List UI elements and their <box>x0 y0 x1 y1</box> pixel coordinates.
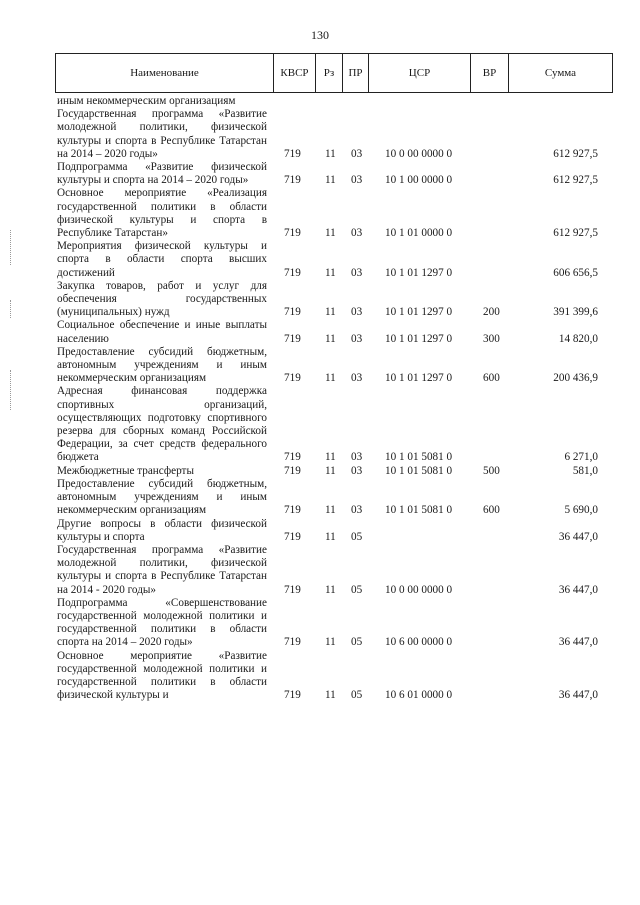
table-row <box>0 544 640 597</box>
row-name: Другие вопросы в области физической культуры и спорта <box>57 517 267 543</box>
row-pr: 05 <box>351 530 363 543</box>
row-kvsr: 719 <box>284 583 301 596</box>
row-sum: 581,0 <box>572 464 598 477</box>
row-rz: 11 <box>325 636 336 649</box>
table-row <box>0 385 640 464</box>
row-kvsr: 719 <box>284 147 301 160</box>
row-name: Основное мероприятие «Развитие государственной молодежной политики и государственной политики в области физической культуры и <box>57 649 267 702</box>
header-sum: Сумма <box>544 67 577 79</box>
row-name: Межбюджетные трансферты <box>57 464 194 477</box>
row-rz: 11 <box>325 583 336 596</box>
row-pr: 03 <box>351 464 363 477</box>
row-csr: 10 1 01 5081 0 <box>385 451 453 464</box>
scan-margin-mark <box>10 370 12 410</box>
row-sum: 36 447,0 <box>558 583 598 596</box>
row-name: Основное мероприятие «Реализация государственной политики в области физической культуры и спорта в Республике Татарстан» <box>57 187 267 240</box>
row-pr: 03 <box>351 266 363 279</box>
row-sum: 606 656,5 <box>553 266 598 279</box>
row-rz: 11 <box>325 306 336 319</box>
row-pr: 03 <box>351 372 363 385</box>
row-vr: 300 <box>483 332 500 345</box>
table-row <box>0 240 640 280</box>
table-row <box>0 280 640 320</box>
row-csr: 10 0 00 0000 0 <box>385 583 453 596</box>
row-sum: 14 820,0 <box>558 332 598 345</box>
row-name: иным некоммерческим организациям <box>57 95 236 107</box>
row-name: Закупка товаров, работ и услуг для обеспечения государственных (муниципальных) нужд <box>57 279 267 319</box>
row-csr: 10 1 01 0000 0 <box>385 227 453 240</box>
row-csr: 10 1 00 0000 0 <box>385 174 453 187</box>
row-csr: 10 1 01 1297 0 <box>385 332 453 345</box>
row-pr: 05 <box>351 689 363 702</box>
row-name: Подпрограмма «Развитие физической культуры и спорта на 2014 – 2020 годы» <box>57 161 267 187</box>
row-pr: 05 <box>351 636 363 649</box>
row-csr: 10 1 01 5081 0 <box>385 504 453 517</box>
row-name: Мероприятия физической культуры и спорта в области спорта высших достижений <box>57 240 267 279</box>
row-name: Государственная программа «Развитие молодежной политики, физической культуры и спорта в Республике Татарстан на 2014 - 2020 годы» <box>57 543 267 596</box>
row-csr: 10 0 00 0000 0 <box>385 147 453 160</box>
row-rz: 11 <box>325 174 336 187</box>
row-kvsr: 719 <box>284 266 301 279</box>
row-sum: 391 399,6 <box>553 306 598 319</box>
row-pr: 03 <box>351 147 363 160</box>
row-rz: 11 <box>325 332 336 345</box>
row-sum: 36 447,0 <box>558 636 598 649</box>
row-name: Предоставление субсидий бюджетным, автономным учреждениям и иным некоммерческим организациям <box>57 345 267 385</box>
row-kvsr: 719 <box>284 332 301 345</box>
scan-margin-mark <box>10 300 12 318</box>
row-rz: 11 <box>325 266 336 279</box>
table-row <box>0 478 640 518</box>
row-kvsr: 719 <box>284 464 301 477</box>
row-sum: 36 447,0 <box>558 689 598 702</box>
row-pr: 03 <box>351 227 363 240</box>
row-kvsr: 719 <box>284 689 301 702</box>
row-rz: 11 <box>325 451 336 464</box>
page-number: 130 <box>311 28 329 42</box>
header-pr: ПР <box>343 54 369 92</box>
row-name: Предоставление субсидий бюджетным, автономным учреждениям и иным некоммерческим организациям <box>57 477 267 517</box>
row-csr: 10 6 00 0000 0 <box>385 636 453 649</box>
row-kvsr: 719 <box>284 174 301 187</box>
table-row <box>0 597 640 650</box>
row-sum: 5 690,0 <box>564 504 598 517</box>
row-csr: 10 1 01 1297 0 <box>385 266 453 279</box>
row-sum: 200 436,9 <box>553 372 598 385</box>
header-vr: ВР <box>471 54 509 92</box>
table-row <box>0 319 640 345</box>
row-rz: 11 <box>325 227 336 240</box>
row-pr: 03 <box>351 306 363 319</box>
scan-margin-mark <box>10 230 12 265</box>
table-row <box>0 161 640 187</box>
row-vr: 600 <box>483 372 500 385</box>
row-sum: 612 927,5 <box>553 147 598 160</box>
row-kvsr: 719 <box>284 227 301 240</box>
row-kvsr: 719 <box>284 530 301 543</box>
row-kvsr: 719 <box>284 636 301 649</box>
row-rz: 11 <box>325 464 336 477</box>
row-sum: 612 927,5 <box>553 174 598 187</box>
row-vr: 600 <box>483 504 500 517</box>
row-pr: 05 <box>351 583 363 596</box>
row-name: Подпрограмма «Совершенствование государственной молодежной политики и государственной политики в области спорта на 2014 – 2020 годы» <box>57 596 267 649</box>
row-rz: 11 <box>325 147 336 160</box>
table-row <box>0 346 640 386</box>
row-kvsr: 719 <box>284 372 301 385</box>
row-pr: 03 <box>351 332 363 345</box>
row-sum: 612 927,5 <box>553 227 598 240</box>
row-name: Адресная финансовая поддержка спортивных организаций, осуществляющих подготовку спортивного резерва для сборных команд Российской Федерации, за счет средств федерального бюджета <box>57 385 267 464</box>
header-kvsr: КВСР <box>274 54 316 92</box>
row-kvsr: 719 <box>284 451 301 464</box>
row-name: Государственная программа «Развитие молодежной политики, физической культуры и спорта в Республике Татарстан на 2014 – 2020 годы» <box>57 108 267 160</box>
row-vr: 500 <box>483 464 500 477</box>
row-csr: 10 6 01 0000 0 <box>385 689 453 702</box>
table-header <box>55 53 613 93</box>
row-pr: 03 <box>351 504 363 517</box>
header-name: Наименование <box>56 54 274 92</box>
table-row <box>0 465 640 478</box>
table-row <box>0 187 640 240</box>
row-pr: 03 <box>351 451 363 464</box>
row-rz: 11 <box>325 372 336 385</box>
row-rz: 11 <box>325 504 336 517</box>
table-row <box>0 650 640 703</box>
row-csr: 10 1 01 5081 0 <box>385 464 453 477</box>
row-csr: 10 1 01 1297 0 <box>385 372 453 385</box>
table-row <box>0 108 640 161</box>
header-csr: ЦСР <box>369 54 471 92</box>
table-body <box>0 95 640 702</box>
row-csr: 10 1 01 1297 0 <box>385 306 453 319</box>
header-rz: Рз <box>316 54 343 92</box>
row-sum: 36 447,0 <box>558 530 598 543</box>
row-rz: 11 <box>325 530 336 543</box>
row-name: Социальное обеспечение и иные выплаты населению <box>57 319 267 345</box>
row-vr: 200 <box>483 306 500 319</box>
row-rz: 11 <box>325 689 336 702</box>
table-row <box>0 95 640 108</box>
row-sum: 6 271,0 <box>564 451 598 464</box>
table-row <box>0 518 640 544</box>
row-kvsr: 719 <box>284 504 301 517</box>
row-pr: 03 <box>351 174 363 187</box>
row-kvsr: 719 <box>284 306 301 319</box>
